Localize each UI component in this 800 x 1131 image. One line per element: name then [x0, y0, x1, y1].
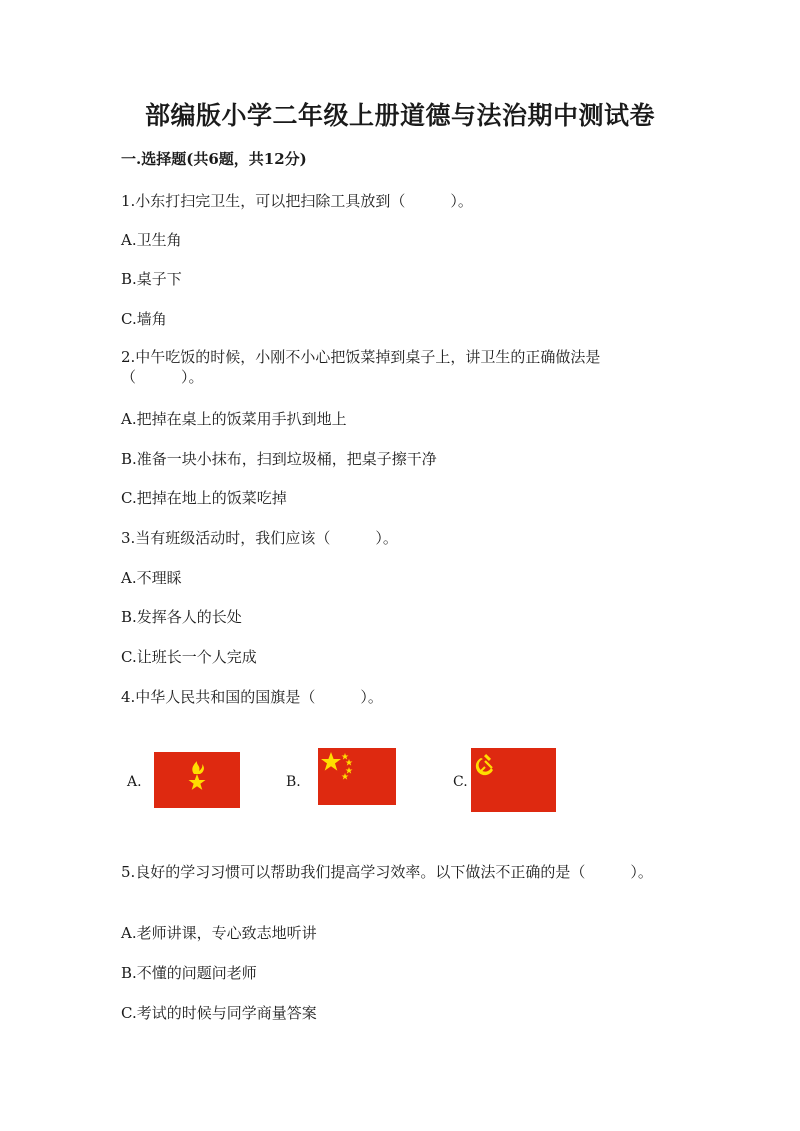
- question-4-option-b[interactable]: B.: [286, 774, 301, 790]
- question-3-option-a[interactable]: A.不理睬: [121, 569, 182, 587]
- section-heading: 一.选择题(共6题，共12分): [121, 150, 307, 168]
- question-2-option-c[interactable]: C.把掉在地上的饭菜吃掉: [121, 489, 287, 507]
- page-title: 部编版小学二年级上册道德与法治期中测试卷: [144, 101, 655, 130]
- question-1-option-a[interactable]: A.卫生角: [121, 231, 182, 249]
- question-3-option-c[interactable]: C.让班长一个人完成: [121, 648, 257, 666]
- question-5-option-b[interactable]: B.不懂的问题问老师: [121, 964, 257, 982]
- question-4-option-a[interactable]: A.: [127, 774, 142, 790]
- hammer-sickle-icon: [471, 748, 556, 812]
- question-5-option-a[interactable]: A.老师讲课，专心致志地听讲: [121, 924, 317, 942]
- question-3-stem: 3.当有班级活动时，我们应该（ ）。: [121, 529, 398, 547]
- torch-star-icon: [154, 752, 240, 808]
- flag-options: [121, 746, 681, 816]
- question-5-stem: 5.良好的学习习惯可以帮助我们提高学习效率。以下做法不正确的是（ ）。: [121, 863, 653, 881]
- question-1-option-c[interactable]: C.墙角: [121, 310, 167, 328]
- five-star-red-flag[interactable]: [318, 748, 396, 805]
- question-3-option-b[interactable]: B.发挥各人的长处: [121, 608, 242, 626]
- young-pioneers-flag[interactable]: [154, 752, 240, 808]
- question-2-option-a[interactable]: A.把掉在桌上的饭菜用手扒到地上: [121, 410, 347, 428]
- question-2-stem: 2.中午吃饭的时候，小刚不小心把饭菜掉到桌子上，讲卫生的正确做法是（ ）。: [121, 348, 601, 386]
- party-flag[interactable]: [471, 748, 556, 812]
- five-stars-icon: [318, 748, 396, 805]
- question-1-stem: 1.小东打扫完卫生，可以把扫除工具放到（ ）。: [121, 192, 473, 210]
- question-4-stem: 4.中华人民共和国的国旗是（ ）。: [121, 688, 383, 706]
- question-5-option-c[interactable]: C.考试的时候与同学商量答案: [121, 1004, 317, 1022]
- question-4-option-c[interactable]: C.: [453, 774, 468, 790]
- question-2-option-b[interactable]: B.准备一块小抹布，扫到垃圾桶，把桌子擦干净: [121, 450, 437, 468]
- question-1-option-b[interactable]: B.桌子下: [121, 270, 182, 288]
